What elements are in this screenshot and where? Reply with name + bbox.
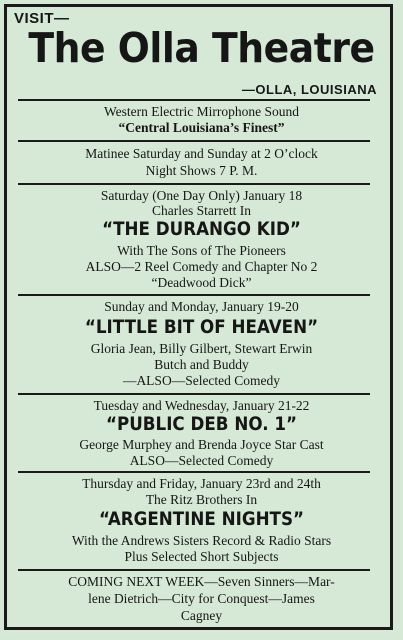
divider	[18, 294, 370, 296]
show4-cast: With the Andrews Sisters Record & Radio Stars	[71, 533, 332, 548]
show2-cast: Gloria Jean, Billy Gilbert, Stewart Erwin	[90, 341, 313, 356]
show4-star: The Ritz Brothers In	[145, 492, 258, 507]
show1-title: “THE DURANGO KID”	[102, 218, 301, 240]
divider	[18, 140, 370, 142]
visit-label: VISIT—	[14, 10, 70, 27]
show3-title: “PUBLIC DEB NO. 1”	[105, 413, 298, 435]
divider	[18, 569, 370, 571]
show3-extras: ALSO—Selected Comedy	[129, 453, 274, 468]
matinee-times: Matinee Saturday and Sunday at 2 O’clock	[85, 146, 318, 161]
sound-system: Western Electric Mirrophone Sound	[104, 104, 299, 119]
divider	[18, 393, 370, 395]
theatre-name: The Olla Theatre	[28, 24, 375, 72]
show4-extras: Plus Selected Short Subjects	[124, 549, 279, 564]
night-show-times: Night Shows 7 P. M.	[145, 163, 258, 178]
coming-next-week: COMING NEXT WEEK—Seven Sinners—Mar-	[68, 574, 335, 589]
slogan: “Central Louisiana’s Finest”	[118, 120, 285, 135]
show4-date: Thursday and Friday, January 23rd and 24th	[82, 476, 321, 491]
divider	[18, 471, 370, 473]
theatre-location: —OLLA, LOUISIANA	[241, 82, 377, 97]
show1-cast: With The Sons of The Pioneers	[117, 243, 286, 258]
show2-extras: —ALSO—Selected Comedy	[122, 373, 281, 388]
show1-date: Saturday (One Day Only) January 18	[100, 188, 303, 203]
show2-title: “LITTLE BIT OF HEAVEN”	[84, 316, 319, 338]
show2-cast-2: Butch and Buddy	[154, 357, 249, 372]
divider	[18, 183, 370, 185]
show1-extras: ALSO—2 Reel Comedy and Chapter No 2	[85, 259, 318, 274]
divider	[18, 99, 370, 101]
coming-next-week-2: lene Dietrich—City for Conquest—James	[88, 591, 315, 606]
show2-date: Sunday and Monday, January 19-20	[104, 299, 299, 314]
show1-chapter: “Deadwood Dick”	[151, 275, 252, 290]
show1-star: Charles Starrett In	[152, 203, 251, 218]
coming-next-week-3: Cagney	[180, 608, 223, 623]
show3-date: Tuesday and Wednesday, January 21-22	[93, 398, 310, 413]
show4-title: “ARGENTINE NIGHTS”	[98, 508, 305, 530]
show3-cast: George Murphey and Brenda Joyce Star Cast	[79, 437, 324, 452]
